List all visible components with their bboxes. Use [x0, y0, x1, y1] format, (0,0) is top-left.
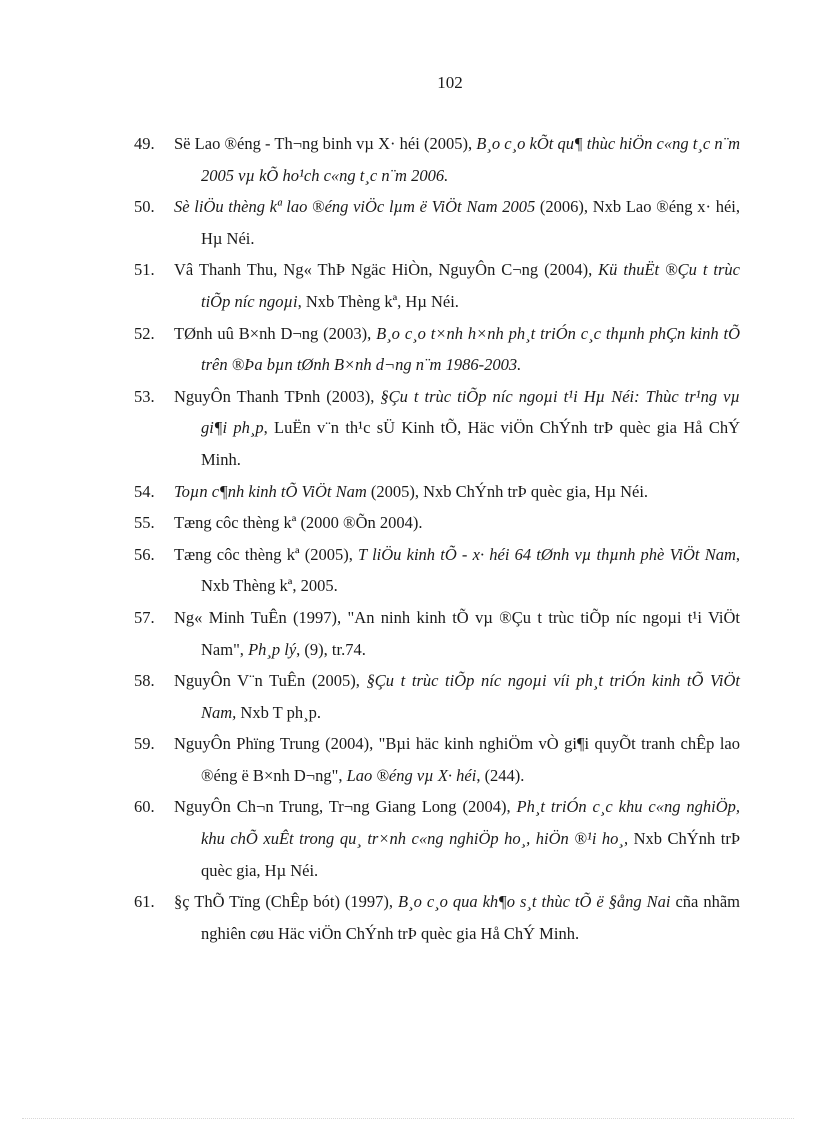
- reference-number: 58.: [134, 671, 155, 691]
- reference-text: , Nxb ChÝnh trÞ quèc gia, Hµ Néi.: [201, 829, 740, 880]
- reference-title: Ph¸p lý: [248, 639, 297, 659]
- reference-title: §Çu t trùc tiÕp níc ngoµi víi ph¸t triÓn kinh tÕ ViÖt Nam,: [201, 671, 740, 722]
- reference-entry: [134, 476, 740, 508]
- reference-text: , (9), tr.74.: [296, 639, 366, 659]
- reference-text: TØnh uû B×nh D¬ng (2003),: [174, 323, 377, 343]
- reference-number: 51.: [134, 260, 155, 280]
- reference-entry: [134, 254, 740, 317]
- reference-title: T liÖu kinh tÕ - x· héi 64 tØnh vµ thµnh phè ViÖt Nam: [358, 544, 736, 564]
- reference-text: Tæng côc thèng kª (2000 ®Õn 2004).: [174, 513, 423, 533]
- reference-text: Së Lao ®éng - Th¬ng binh vµ X· héi (2005),: [174, 134, 477, 153]
- reference-title: B¸o c¸o t×nh h×nh ph¸t triÓn c¸c thµnh phÇn kinh tÕ trên ®Þa bµn tØnh B×nh d¬ng n¨m 1986-2003.: [201, 323, 740, 375]
- reference-text: Tæng côc thèng kª (2005),: [174, 544, 359, 564]
- reference-text: Nxb T ph¸p.: [236, 702, 321, 722]
- reference-entry: [134, 728, 740, 791]
- reference-entry: [134, 602, 740, 665]
- reference-text: NguyÔn Ch¬n Trung, Tr¬ng Giang Long (2004),: [174, 797, 517, 817]
- reference-title: Sè liÖu thèng kª lao ®éng viÖc lµm ë ViÖt Nam 2005: [174, 197, 536, 217]
- reference-text: , Nxb Thèng kª, 2005.: [201, 544, 740, 596]
- reference-number: 53.: [134, 386, 155, 406]
- reference-text: Vâ Thanh Thu, Ng« ThÞ Ngäc HiÒn, NguyÔn C¬ng (2004),: [174, 260, 599, 280]
- reference-entry: [134, 191, 740, 254]
- reference-number: 56.: [134, 544, 155, 564]
- reference-number: 57.: [134, 607, 155, 627]
- reference-number: 50.: [134, 197, 155, 217]
- reference-text: , LuËn v¨n th¹c sÜ Kinh tÕ, Häc viÖn ChÝnh trÞ quèc gia Hå ChÝ Minh.: [201, 418, 740, 469]
- reference-number: 54.: [134, 481, 155, 501]
- reference-text: NguyÔn V¨n TuÊn (2005),: [174, 671, 367, 691]
- reference-number: 52.: [134, 323, 155, 343]
- reference-title: Toµn c¶nh kinh tÕ ViÖt Nam: [174, 481, 367, 501]
- reference-entry: [134, 128, 740, 191]
- reference-number: 49.: [134, 134, 155, 153]
- reference-number: 60.: [134, 797, 155, 817]
- reference-number: 61.: [134, 892, 155, 912]
- reference-text: NguyÔn Phïng Trung (2004), "Bµi häc kinh nghiÖm vÒ gi¶i quyÕt tranh chÊp lao ®éng ë B×nh D¬ng",: [174, 734, 740, 785]
- reference-text: , (244).: [476, 765, 525, 785]
- reference-text: Ng« Minh TuÊn (1997), "An ninh kinh tÕ vµ ®Çu t trùc tiÕp níc ngoµi t¹i ViÖt Nam",: [174, 607, 740, 659]
- reference-entry: [134, 791, 740, 886]
- reference-text: , Nxb Thèng kª, Hµ Néi.: [297, 291, 459, 311]
- reference-number: 55.: [134, 513, 155, 533]
- reference-title: Lao ®éng vµ X· héi: [346, 765, 477, 785]
- reference-text: NguyÔn Thanh TÞnh (2003),: [174, 386, 381, 406]
- reference-text: §ç ThÕ Tïng (ChÊp bót) (1997),: [174, 892, 399, 912]
- reference-title: B¸o c¸o qua kh¶o s¸t thùc tÕ ë §ång Nai: [398, 892, 671, 912]
- reference-title: B¸o c¸o kÕt qu¶ thùc hiÖn c«ng t¸c n¨m 2005 vµ kÕ ho¹ch c«ng t¸c n¨m 2006.: [201, 134, 740, 185]
- reference-list: [134, 128, 740, 949]
- reference-text: cña nhãm nghiên cøu Häc viÖn ChÝnh trÞ quèc gia Hå ChÝ Minh.: [201, 892, 740, 943]
- reference-entry: [134, 665, 740, 728]
- page-number: 102: [437, 73, 463, 92]
- reference-entry: [134, 539, 740, 602]
- reference-entry: [134, 507, 740, 539]
- page-bottom-divider: [22, 1118, 794, 1119]
- reference-text: (2006), Nxb Lao ®éng x· héi, Hµ Néi.: [201, 197, 740, 248]
- reference-entry: [134, 886, 740, 949]
- reference-entry: [134, 318, 740, 381]
- reference-text: (2005), Nxb ChÝnh trÞ quèc gia, Hµ Néi.: [366, 481, 649, 501]
- reference-title: §Çu t trùc tiÕp níc ngoµi t¹i Hµ Néi: Thùc tr¹ng vµ gi¶i ph¸p: [201, 386, 740, 438]
- reference-title: Kü thuËt ®Çu t trùc tiÕp níc ngoµi: [201, 260, 740, 311]
- reference-entry: [134, 381, 740, 476]
- reference-title: Ph¸t triÓn c¸c khu c«ng nghiÖp, khu chÕ xuÊt trong qu¸ tr×nh c«ng nghiÖp ho¸, hiÖn ®¹i ho¸: [201, 797, 741, 849]
- reference-number: 59.: [134, 734, 155, 754]
